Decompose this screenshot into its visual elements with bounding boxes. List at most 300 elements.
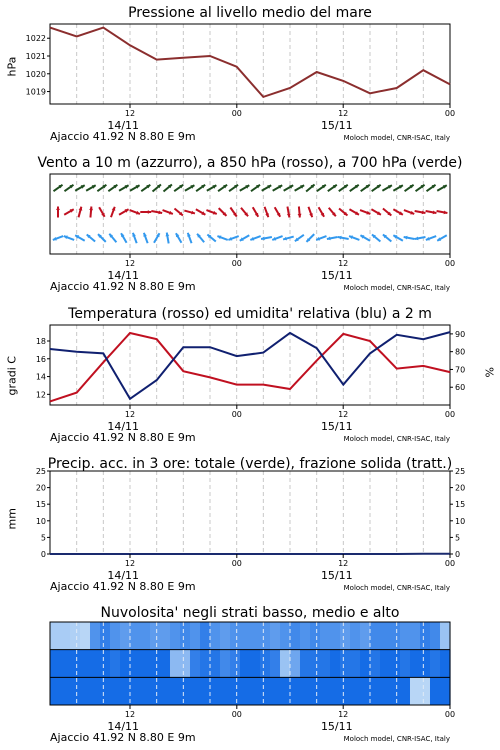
wind-arrow xyxy=(393,235,403,241)
cloud-cell xyxy=(220,650,231,678)
cloud-cell xyxy=(420,677,431,705)
cloud-cell xyxy=(200,622,211,650)
temperature-line xyxy=(50,333,450,401)
wind-arrow xyxy=(240,235,250,241)
wind-arrow xyxy=(207,185,217,191)
cloud-cell xyxy=(440,622,451,650)
cloud-panel xyxy=(0,601,500,750)
wind-arrow xyxy=(154,233,160,243)
cloud-cell xyxy=(400,677,411,705)
cloud-cell xyxy=(350,650,361,678)
cloud-cell xyxy=(90,677,101,705)
y-tick-label: 1021 xyxy=(25,52,46,61)
cloud-cell xyxy=(400,650,411,678)
x-tick-label: 00 xyxy=(444,410,456,419)
cloud-cell xyxy=(410,622,421,650)
cloud-cell xyxy=(170,622,181,650)
cloud-cell xyxy=(420,650,431,678)
cloud-cell xyxy=(100,650,111,678)
cloud-cell xyxy=(110,622,121,650)
temp-panel xyxy=(0,301,500,446)
wind-arrow xyxy=(393,185,403,191)
x-tick-label: 12 xyxy=(124,259,136,268)
wind-arrow xyxy=(89,207,93,218)
wind-arrow xyxy=(426,211,437,215)
cloud-cell xyxy=(300,622,311,650)
cloud-cell xyxy=(330,677,341,705)
cloud-cell xyxy=(310,622,321,650)
day-label: 15/11 xyxy=(320,420,353,433)
wind-arrow xyxy=(327,237,338,241)
cloud-cell xyxy=(190,622,201,650)
pressure-frame xyxy=(50,24,450,104)
wind-arrow xyxy=(371,209,381,215)
wind-arrow xyxy=(404,236,415,240)
x-tick-label: 00 xyxy=(231,109,242,118)
y-tick-label: 0 xyxy=(40,550,46,559)
wind-arrow xyxy=(53,236,63,240)
y-tick-label: 14 xyxy=(35,372,46,382)
y-tick-label: 1020 xyxy=(25,69,46,79)
cloud-cell xyxy=(250,677,261,705)
cloud-cell xyxy=(440,677,451,705)
wind-arrow xyxy=(206,210,216,214)
day-label: 14/11 xyxy=(107,720,140,733)
y-tick-label: 15 xyxy=(35,500,46,510)
cloud-cell xyxy=(270,677,281,705)
wind-arrow xyxy=(306,184,314,191)
wind-title: Vento a 10 m (azzurro), a 850 hPa (rosso), a 700 hPa (verde) xyxy=(37,155,463,171)
cloud-cell xyxy=(290,650,301,678)
wind-arrow xyxy=(360,210,370,214)
cloud-cell xyxy=(360,677,371,705)
cloud-cell xyxy=(160,622,171,650)
wind-arrow xyxy=(317,185,326,191)
pressure-chart xyxy=(0,0,500,145)
wind-arrow xyxy=(64,236,74,240)
wind-arrow xyxy=(87,234,95,241)
wind-arrow xyxy=(273,185,283,191)
wind-arrow xyxy=(56,207,60,218)
y-tick-label: 20 xyxy=(35,483,46,493)
day-label: 14/11 xyxy=(107,420,140,433)
wind-arrow xyxy=(108,185,117,191)
wind-arrow xyxy=(119,185,129,191)
cloud-cell xyxy=(350,677,361,705)
cloud-cell xyxy=(340,650,351,678)
wind-arrow xyxy=(250,236,260,240)
day-label: 15/11 xyxy=(320,269,353,282)
wind-arrow xyxy=(265,207,269,217)
cloud-cell xyxy=(170,677,181,705)
wind-arrow xyxy=(319,207,325,217)
day-label: 15/11 xyxy=(320,720,353,733)
cloud-cell xyxy=(240,622,251,650)
x-tick-label: 00 xyxy=(231,710,242,719)
wind-arrow xyxy=(405,185,414,191)
wind-arrow xyxy=(230,207,236,216)
wind-arrow xyxy=(143,233,147,243)
wind-arrow xyxy=(98,234,106,242)
x-tick-label: 12 xyxy=(338,259,349,268)
wind-arrow xyxy=(360,235,370,241)
cloud-cell xyxy=(170,650,181,678)
wind-arrow xyxy=(284,185,294,191)
wind-arrow xyxy=(64,185,73,191)
day-label: 14/11 xyxy=(107,119,140,132)
wind-arrow xyxy=(121,233,127,243)
cloud-cell xyxy=(430,622,441,650)
temp-title: Temperatura (rosso) ed umidita' relativa (blu) a 2 m xyxy=(68,306,432,322)
cloud-cell xyxy=(330,650,341,678)
wind-arrow xyxy=(329,208,336,216)
cloud-cell xyxy=(130,622,141,650)
x-tick-label: 00 xyxy=(231,410,242,419)
day-label: 15/11 xyxy=(320,569,353,582)
wind-arrow xyxy=(308,207,312,217)
cloud-cell xyxy=(70,622,81,650)
cloud-cell xyxy=(270,650,281,678)
wind-arrow xyxy=(151,211,162,215)
cloud-cell xyxy=(200,677,211,705)
day-label: 14/11 xyxy=(107,569,140,582)
wind-arrow xyxy=(253,207,259,217)
cloud-cell xyxy=(190,677,201,705)
wind-arrow xyxy=(251,185,260,191)
wind-arrow xyxy=(196,209,206,215)
y2-tick-label: 80 xyxy=(455,347,466,357)
cloud-cell xyxy=(230,650,241,678)
wind-arrow xyxy=(196,185,205,191)
cloud-cell xyxy=(50,622,61,650)
wind-chart xyxy=(0,150,500,295)
cloud-cell xyxy=(400,622,411,650)
cloud-cell xyxy=(280,650,291,678)
cloud-cell xyxy=(90,650,101,678)
precip-panel xyxy=(0,451,500,596)
humidity-line xyxy=(50,332,450,399)
wind-arrow xyxy=(184,211,195,215)
cloud-cell xyxy=(60,622,71,650)
cloud-cell xyxy=(110,677,121,705)
wind-arrow xyxy=(240,185,250,191)
cloud-cell xyxy=(380,677,391,705)
cloud-cell xyxy=(120,650,131,678)
cloud-cell xyxy=(130,650,141,678)
wind-arrow xyxy=(382,185,392,191)
cloud-cell xyxy=(350,622,361,650)
cloud-cell xyxy=(100,677,111,705)
pressure-title: Pressione al livello medio del mare xyxy=(128,5,372,21)
cloud-cell xyxy=(380,622,391,650)
wind-arrow xyxy=(218,185,227,191)
wind-arrow xyxy=(174,185,183,191)
cloud-cell xyxy=(150,677,161,705)
cloud-cell xyxy=(340,677,351,705)
wind-arrow xyxy=(64,209,74,215)
location-label: Ajaccio 41.92 N 8.80 E 9m xyxy=(50,280,196,293)
cloud-cell xyxy=(210,677,221,705)
cloud-cell xyxy=(310,650,321,678)
temp-chart xyxy=(0,301,500,446)
cloud-cell xyxy=(390,650,401,678)
wind-arrow xyxy=(79,207,83,218)
cloud-cell xyxy=(390,622,401,650)
cloud-cell xyxy=(80,622,91,650)
wind-panel xyxy=(0,150,500,295)
wind-arrow xyxy=(217,236,227,240)
precip-frame xyxy=(50,471,450,554)
cloud-cell xyxy=(320,650,331,678)
cloud-cell xyxy=(160,650,171,678)
wind-arrow xyxy=(393,209,403,215)
cloud-cell xyxy=(80,650,91,678)
x-tick-label: 12 xyxy=(338,710,349,719)
y-tick-label: 18 xyxy=(35,337,46,346)
day-label: 14/11 xyxy=(107,269,140,282)
wind-arrow xyxy=(130,185,140,191)
cloud-cell xyxy=(240,677,251,705)
x-tick-label: 00 xyxy=(231,259,242,268)
x-tick-label: 12 xyxy=(338,410,349,419)
wind-arrow xyxy=(86,185,96,191)
y2-tick-label: 0 xyxy=(455,550,461,559)
cloud-cell xyxy=(240,650,251,678)
wind-arrow xyxy=(295,235,304,241)
wind-arrow xyxy=(383,208,391,215)
wind-arrow xyxy=(437,235,447,241)
y-tick-label: 5 xyxy=(40,533,46,543)
cloud-cell xyxy=(130,677,141,705)
wind-arrow xyxy=(109,234,116,242)
wind-arrow xyxy=(298,207,302,218)
x-tick-label: 00 xyxy=(444,109,456,118)
cloud-cell xyxy=(200,650,211,678)
y-tick-label: 1019 xyxy=(25,87,46,97)
wind-arrow xyxy=(197,234,204,242)
x-tick-label: 12 xyxy=(124,410,136,419)
cloud-cell xyxy=(280,622,291,650)
wind-arrow xyxy=(166,233,170,244)
y2-tick-label: 25 xyxy=(455,467,466,476)
x-tick-label: 12 xyxy=(124,559,136,568)
wind-arrow xyxy=(415,237,426,241)
cloud-cell xyxy=(180,677,191,705)
cloud-cell xyxy=(260,650,271,678)
wind-arrow xyxy=(219,208,227,216)
source-label: Moloch model, CNR-ISAC, Italy xyxy=(343,134,450,142)
cloud-cell xyxy=(380,650,391,678)
y2-tick-label: 10 xyxy=(455,516,466,526)
cloud-cell xyxy=(70,677,81,705)
cloud-cell xyxy=(290,677,301,705)
cloud-cell xyxy=(150,622,161,650)
y-tick-label: 12 xyxy=(35,390,46,400)
cloud-cell xyxy=(360,622,371,650)
cloud-cell xyxy=(230,677,241,705)
y-tick-label: 25 xyxy=(35,467,46,476)
pressure-ylabel: hPa xyxy=(5,56,19,77)
wind-arrow xyxy=(185,185,195,191)
cloud-cell xyxy=(190,650,201,678)
wind-arrow xyxy=(130,210,140,214)
wind-arrow xyxy=(97,185,106,191)
cloud-cell xyxy=(420,622,431,650)
cloud-cell xyxy=(250,650,261,678)
wind-arrow xyxy=(111,207,115,217)
wind-arrow xyxy=(350,185,359,191)
x-tick-label: 12 xyxy=(338,559,349,568)
cloud-cell xyxy=(260,622,271,650)
wind-arrow xyxy=(426,236,436,240)
wind-arrow xyxy=(176,233,182,243)
cloud-cell xyxy=(370,650,381,678)
x-tick-label: 00 xyxy=(444,710,456,719)
cloud-cell xyxy=(390,677,401,705)
cloud-cell xyxy=(320,677,331,705)
cloud-cell xyxy=(50,650,61,678)
location-label: Ajaccio 41.92 N 8.80 E 9m xyxy=(50,580,196,593)
cloud-cell xyxy=(300,650,311,678)
wind-arrow xyxy=(316,236,326,240)
cloud-cell xyxy=(290,622,301,650)
source-label: Moloch model, CNR-ISAC, Italy xyxy=(343,435,450,443)
source-label: Moloch model, CNR-ISAC, Italy xyxy=(343,284,450,292)
wind-arrow xyxy=(328,185,337,191)
cloud-cell xyxy=(220,622,231,650)
cloud-cell xyxy=(330,622,341,650)
wind-arrow xyxy=(349,236,359,240)
cloud-cell xyxy=(370,677,381,705)
cloud-cell xyxy=(300,677,311,705)
temp-ylabel-right: % xyxy=(483,367,497,378)
wind-arrow xyxy=(272,236,282,240)
cloud-cell xyxy=(70,650,81,678)
cloud-cell xyxy=(120,677,131,705)
wind-arrow xyxy=(207,234,215,241)
wind-arrow xyxy=(437,211,448,215)
wind-arrow xyxy=(372,185,381,191)
cloud-cell xyxy=(80,677,91,705)
wind-arrow xyxy=(361,185,370,191)
location-label: Ajaccio 41.92 N 8.80 E 9m xyxy=(50,731,196,744)
wind-arrow xyxy=(261,237,272,241)
cloud-cell xyxy=(120,622,131,650)
cloud-cell xyxy=(310,677,321,705)
cloud-title: Nuvolosita' negli strati basso, medio e alto xyxy=(100,605,400,621)
wind-arrow xyxy=(241,208,248,216)
cloud-cell xyxy=(100,622,111,650)
y-tick-label: 16 xyxy=(35,354,46,364)
wind-arrow xyxy=(295,185,305,191)
cloud-cell xyxy=(230,622,241,650)
wind-arrow xyxy=(383,234,391,241)
cloud-cell xyxy=(60,650,71,678)
x-tick-label: 00 xyxy=(444,559,456,568)
x-tick-label: 12 xyxy=(338,109,349,118)
y2-tick-label: 90 xyxy=(455,329,466,339)
x-tick-label: 12 xyxy=(124,109,136,118)
cloud-cell xyxy=(410,677,421,705)
wind-arrow xyxy=(338,236,349,240)
cloud-cell xyxy=(50,677,61,705)
wind-arrow xyxy=(163,210,173,214)
cloud-cell xyxy=(370,622,381,650)
wind-arrow xyxy=(283,237,294,241)
x-tick-label: 00 xyxy=(444,259,456,268)
cloud-cell xyxy=(140,677,151,705)
cloud-cell xyxy=(180,622,191,650)
y-tick-label: 10 xyxy=(35,516,46,526)
day-label: 15/11 xyxy=(320,119,353,132)
cloud-cell xyxy=(140,622,151,650)
wind-arrow xyxy=(437,185,447,191)
cloud-cell xyxy=(90,622,101,650)
cloud-cell xyxy=(440,650,451,678)
cloud-cell xyxy=(210,650,221,678)
y2-tick-label: 20 xyxy=(455,483,466,493)
wind-arrow xyxy=(174,208,182,215)
y2-tick-label: 60 xyxy=(455,383,466,393)
x-tick-label: 00 xyxy=(231,559,242,568)
wind-arrow xyxy=(141,185,150,191)
y-tick-label: 1022 xyxy=(25,34,46,44)
cloud-cell xyxy=(280,677,291,705)
cloud-cell xyxy=(180,650,191,678)
cloud-cell xyxy=(140,650,151,678)
wind-arrow xyxy=(53,185,62,191)
wind-arrow xyxy=(349,209,359,215)
cloud-cell xyxy=(270,622,281,650)
y2-tick-label: 15 xyxy=(455,500,466,510)
cloud-cell xyxy=(160,677,171,705)
pressure-panel xyxy=(0,0,500,145)
location-label: Ajaccio 41.92 N 8.80 E 9m xyxy=(50,431,196,444)
cloud-cell xyxy=(320,622,331,650)
wind-arrow xyxy=(415,211,426,215)
cloud-chart xyxy=(0,601,500,750)
cloud-cell xyxy=(220,677,231,705)
source-label: Moloch model, CNR-ISAC, Italy xyxy=(343,735,450,743)
source-label: Moloch model, CNR-ISAC, Italy xyxy=(343,584,450,592)
y2-tick-label: 5 xyxy=(455,533,461,543)
wind-arrow xyxy=(404,210,414,214)
wind-arrow xyxy=(372,234,380,241)
wind-arrow xyxy=(119,209,129,215)
wind-arrow xyxy=(306,234,314,242)
precip-title: Precip. acc. in 3 ore: totale (verde), frazione solida (tratt.) xyxy=(47,456,453,472)
wind-arrow xyxy=(275,207,281,217)
wind-arrow xyxy=(140,210,151,214)
cloud-cell xyxy=(430,677,441,705)
cloud-cell xyxy=(340,622,351,650)
cloud-cell xyxy=(410,650,421,678)
y2-tick-label: 70 xyxy=(455,365,466,375)
precip-ylabel: mm xyxy=(5,508,19,530)
cloud-cell xyxy=(60,677,71,705)
cloud-cell xyxy=(110,650,121,678)
wind-arrow xyxy=(164,184,172,191)
x-tick-label: 12 xyxy=(124,710,136,719)
pressure-line xyxy=(50,28,450,97)
precip-chart xyxy=(0,451,500,596)
cloud-cell xyxy=(250,622,261,650)
wind-arrow xyxy=(187,233,191,243)
cloud-cell xyxy=(260,677,271,705)
cloud-cell xyxy=(150,650,161,678)
cloud-cell xyxy=(430,650,441,678)
wind-arrow xyxy=(132,233,136,243)
